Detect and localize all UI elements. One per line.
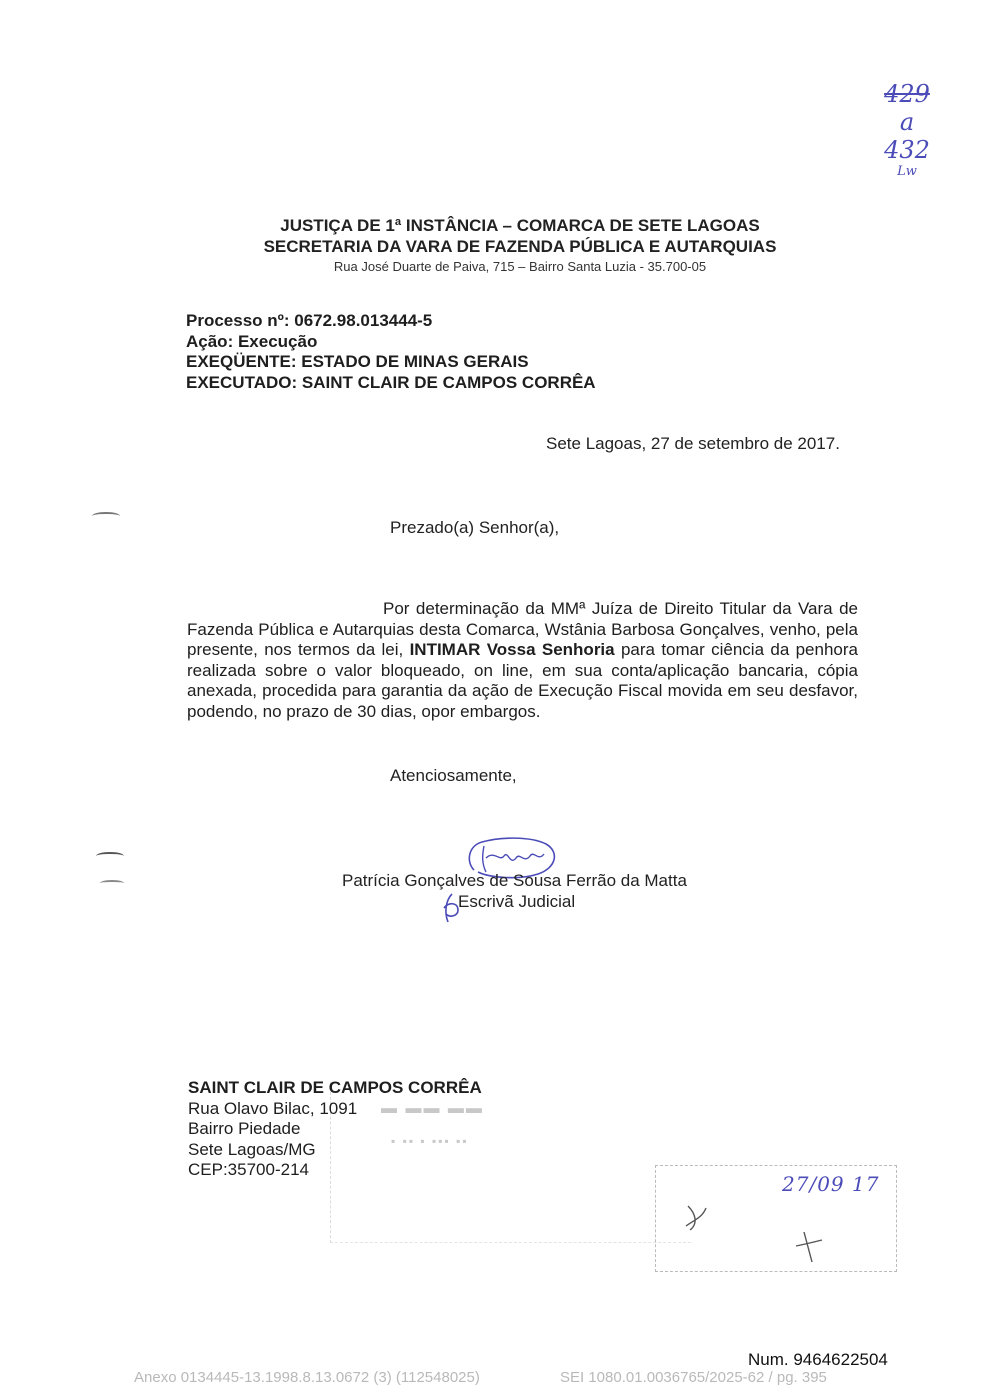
signatory-name: Patrícia Gonçalves de Sousa Ferrão da Matta (342, 871, 687, 890)
stamp-date: 27/09 17 (782, 1172, 880, 1196)
page-mark-to: a (899, 108, 915, 136)
stamp-handwritten-marks (676, 1196, 876, 1266)
case-processo: Processo nº: 0672.98.013444-5 (186, 311, 433, 330)
salutation: Prezado(a) Senhor(a), (390, 518, 560, 537)
case-executado: EXECUTADO: SAINT CLAIR DE CAMPOS CORRÊA (186, 372, 596, 392)
body-part2: para tomar ciência da penhora realizada sobre o valor bloqueado, on line, em sua conta/aplicação bancaria, cópia anexada, procedida para garantia da ação de Execução Fiscal movida em seu desfavor, podendo, no prazo de 30 dias, opor embargos. (187, 640, 858, 721)
page-mark-end: 432 (884, 136, 930, 164)
receipt-stamp-box (655, 1165, 897, 1272)
case-acao: Ação: Execução (186, 331, 318, 351)
closing: Atenciosamente, (390, 766, 517, 785)
body-part1: Por determinação da MMª Juíza de Direito Titular da Vara de Fazenda Pública e Autarquias desta Comarca, Wstânia Barbosa Gonçalves, venho, pela presente, nos termos da lei, (187, 599, 858, 660)
recipient-address (188, 1078, 482, 1181)
page-mark-initials: Lw (897, 164, 917, 179)
punch-mark-lower (96, 852, 124, 860)
page-mark-from: 429 (884, 80, 930, 108)
footer-attachment: Anexo 0134445-13.1998.8.13.0672 (3) (112548025) (134, 1369, 480, 1386)
punch-mark-lower-2 (100, 880, 124, 886)
punch-mark-upper (92, 512, 120, 520)
header-court: JUSTIÇA DE 1ª INSTÂNCIA – COMARCA DE SETE LAGOAS (280, 216, 760, 235)
recipient-name: SAINT CLAIR DE CAMPOS CORRÊA (188, 1078, 482, 1097)
recipient-cep: CEP:35700-214 (188, 1160, 309, 1179)
date-line: Sete Lagoas, 27 de setembro de 2017. (546, 434, 840, 453)
body-emphasis: INTIMAR Vossa Senhoria (409, 640, 615, 660)
body-paragraph (187, 599, 858, 723)
recipient-city: Sete Lagoas/MG (188, 1139, 316, 1159)
document-number: Num. 9464622504 (748, 1350, 888, 1369)
case-exequente: EXEQÜENTE: ESTADO DE MINAS GERAIS (186, 352, 529, 371)
signatory-title: Escrivã Judicial (458, 892, 576, 911)
faded-postal-stamp: ▬ ▬▬ ▬▬ ▪ ▪▪ ▪ ▪▪▪ ▪▪ (330, 1082, 691, 1243)
header-secretariat: SECRETARIA DA VARA DE FAZENDA PÚBLICA E AUTARQUIAS (263, 237, 777, 256)
recipient-district: Bairro Piedade (188, 1119, 301, 1138)
handwritten-page-marks (872, 80, 942, 180)
recipient-street: Rua Olavo Bilac, 1091 (188, 1098, 358, 1118)
footer-sei: SEI 1080.01.0036765/2025-62 / pg. 395 (560, 1369, 827, 1386)
header-address: Rua José Duarte de Paiva, 715 – Bairro Santa Luzia - 35.700-05 (333, 259, 707, 274)
case-block (186, 311, 596, 393)
